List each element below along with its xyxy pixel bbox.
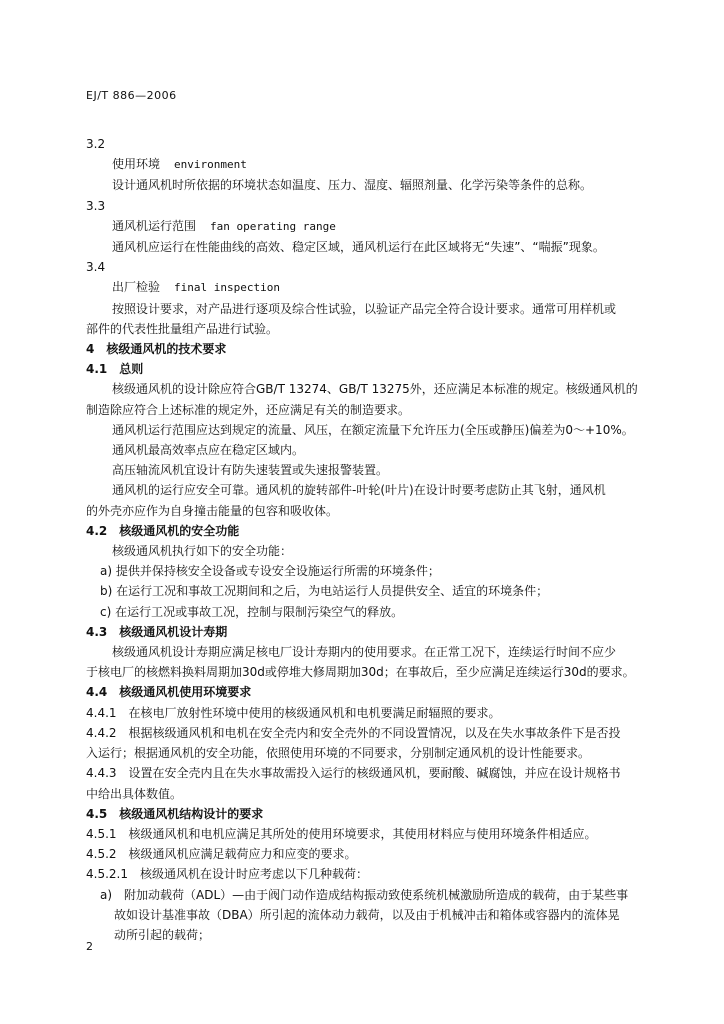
section-4-1-heading: 4.1 总则 [86, 362, 144, 377]
section-4-1-para-1-line-1: 核级通风机的设计除应符合GB/T 13274、GB/T 13275外，还应满足本标准的规定。核级通风机的 [112, 382, 638, 397]
section-4-1-para-5-line-2: 的外壳亦应作为自身撞击能量的包容和吸收体。 [86, 503, 339, 518]
section-4-4-2-line-2: 入运行；根据通风机的安全功能，依照使用环境的不同要求，分别制定通风机的设计性能要求。 [86, 746, 591, 761]
section-3-2-term [86, 154, 666, 175]
document-body [86, 134, 666, 945]
term-english: fan operating range [210, 219, 336, 233]
section-4-3-heading: 4.3 核级通风机设计寿期 [86, 624, 228, 639]
section-3-4-definition-line-2: 部件的代表性批量组产品进行试验。 [86, 321, 279, 336]
section-3-2-number: 3.2 [86, 137, 106, 151]
section-4-1-para-2: 通风机运行范围应达到规定的流量、风压，在额定流量下允许压力(全压或静压)偏差为0～+10%。 [112, 422, 634, 437]
section-4-5-1: 4.5.1 核级通风机和电机应满足其所处的使用环境要求，其使用材料应与使用环境条件相适应。 [86, 826, 597, 841]
section-4-3-line-1: 核级通风机设计寿期应满足核电厂设计寿期内的使用要求。在正常工况下，连续运行时间不应少 [112, 645, 617, 660]
section-3-3-term [86, 216, 666, 237]
section-4-1-para-3: 通风机最高效率点应在稳定区域内。 [112, 443, 305, 458]
section-3-4-number: 3.4 [86, 260, 106, 275]
section-3-2-definition: 设计通风机时所依据的环境状态如温度、压力、湿度、辐照剂量、化学污染等条件的总称。 [112, 178, 593, 193]
section-4-5-2-1-item-a-line-3: 动所引起的载荷； [114, 927, 211, 942]
section-4-2-item-c: c) 在运行工况或事故工况，控制与限制污染空气的释放。 [100, 604, 404, 619]
section-4-5-2-1-item-a-line-1: a) 附加动载荷（ADL）—由于阀门动作造成结构振动致使系统机械激励所造成的载荷，由于某些事 [100, 887, 629, 902]
section-3-4-term [86, 277, 666, 298]
section-3-3-number: 3.3 [86, 198, 106, 213]
term-chinese: 使用环境 [112, 157, 161, 172]
section-4-5-2-1: 4.5.2.1 核级通风机在设计时应考虑以下几种载荷： [86, 867, 368, 882]
section-4-3-line-2: 于核电厂的核燃料换料周期加30d或停堆大修周期加30d；在事故后，至少应满足连续运行30d的要求。 [86, 665, 635, 680]
section-4-1-para-1-line-2: 制造除应符合上述标准的规定外，还应满足有关的制造要求。 [86, 402, 411, 417]
term-chinese: 通风机运行范围 [112, 218, 197, 233]
section-3-3-definition: 通风机应运行在性能曲线的高效、稳定区域，通风机运行在此区域将无“失速”、“喘振”现象。 [112, 240, 605, 255]
section-3-4-definition-line-1: 按照设计要求，对产品进行逐项及综合性试验，以验证产品完全符合设计要求。通常可用样机或 [112, 301, 617, 316]
section-4-4-3-line-1: 4.4.3 设置在安全壳内且在失水事故需投入运行的核级通风机，要耐酸、碱腐蚀，并应在设计规格书 [86, 766, 621, 781]
section-4-4-3-line-2: 中给出具体数值。 [86, 786, 183, 801]
section-4-2-item-a: a) 提供并保持核安全设备或专设安全设施运行所需的环境条件； [100, 564, 440, 579]
term-chinese: 出厂检验 [112, 280, 161, 295]
section-4-4-1: 4.4.1 在核电厂放射性环境中使用的核级通风机和电机要满足耐辐照的要求。 [86, 705, 501, 720]
section-4-2-intro: 核级通风机执行如下的安全功能： [112, 544, 293, 559]
section-4-1-para-4: 高压轴流风机宜设计有防失速装置或失速报警装置。 [112, 463, 389, 478]
term-english: final inspection [174, 281, 280, 295]
section-4-4-2-line-1: 4.4.2 根据核级通风机和电机在安全壳内和安全壳外的不同设置情况，以及在失水事故条件下是否投 [86, 725, 621, 740]
section-4-1-para-5-line-1: 通风机的运行应安全可靠。通风机的旋转部件-叶轮(叶片)在设计时要考虑防止其飞射，通风机 [112, 483, 606, 498]
section-4-5-2: 4.5.2 核级通风机应满足载荷应力和应变的要求。 [86, 847, 357, 862]
section-4-5-2-1-item-a-line-2: 故如设计基准事故（DBA）所引起的流体动力载荷，以及由于机械冲击和箱体或容器内的流体晃 [114, 907, 620, 922]
section-4-5-heading: 4.5 核级通风机结构设计的要求 [86, 806, 264, 821]
section-4-2-item-b: b) 在运行工况和事故工况期间和之后，为电站运行人员提供安全、适宜的环境条件； [100, 584, 549, 599]
section-4-2-heading: 4.2 核级通风机的安全功能 [86, 523, 240, 538]
section-4-heading: 4 核级通风机的技术要求 [86, 342, 227, 357]
document-code: EJ/T 886—2006 [86, 89, 177, 102]
term-english: environment [174, 158, 247, 172]
page-number: 2 [86, 940, 93, 953]
section-4-4-heading: 4.4 核级通风机使用环境要求 [86, 685, 252, 700]
